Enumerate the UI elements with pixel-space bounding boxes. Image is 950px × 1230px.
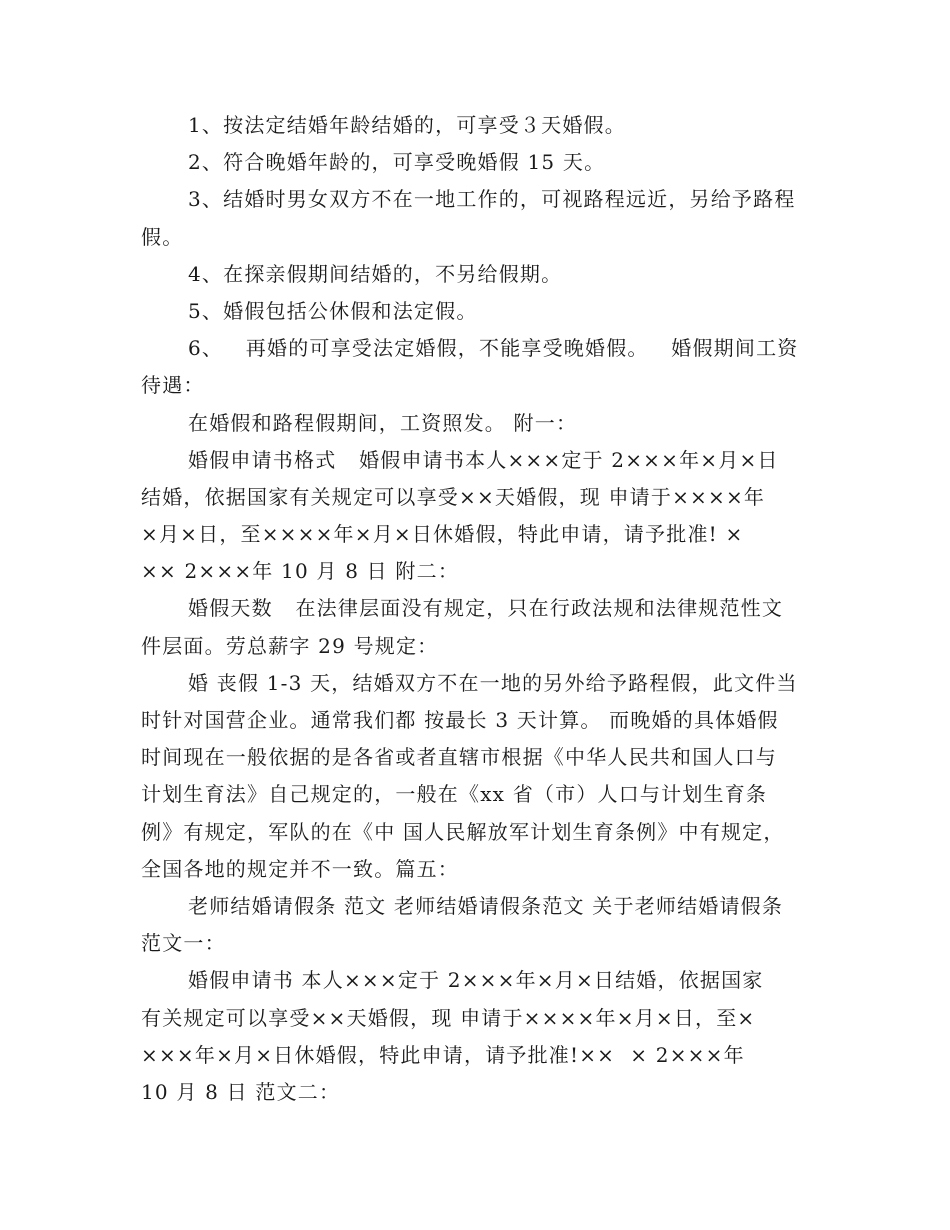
text-line: 结婚，依据国家有关规定可以享受××天婚假，现 申请于××××年 — [141, 484, 766, 509]
text-line: 3、结婚时男女双方不在一地工作的，可视路程远近，另给予路程 — [188, 187, 796, 212]
text-line: 例》有规定，军队的在《中 国人民解放军计划生育条例》中有规定， — [141, 819, 785, 844]
text-line: 有关规定可以享受××天婚假，现 申请于××××年×月×日，至× — [141, 1005, 756, 1030]
text-line: 老师结婚请假条 范文 老师结婚请假条范文 关于老师结婚请假条 — [188, 893, 784, 918]
text-line: 婚假申请书格式 婚假申请书本人×××定于 2×××年×月×日 — [188, 447, 779, 472]
text-line: 2、符合晚婚年龄的，可享受晚婚假 15 天。 — [188, 150, 606, 175]
text-line: ×××年×月×日休婚假，特此申请，请予批准!×× × 2×××年 — [141, 1042, 745, 1067]
text-line: 婚假申请书 本人×××定于 2×××年×月×日结婚，依据国家 — [188, 968, 764, 993]
text-line: 假。 — [141, 224, 184, 249]
document-body — [141, 107, 811, 1111]
text-line: ×× 2×××年 10 月 8 日 附二： — [141, 559, 460, 584]
text-line: 1、按法定结婚年龄结婚的，可享受３天婚假。 — [188, 113, 626, 137]
text-line: ×月×日，至××××年×月×日休婚假，特此申请，请予批准! × — [141, 522, 744, 547]
text-line: 10 月 8 日 范文二： — [141, 1079, 341, 1104]
text-line: 件层面。劳总薪字 29 号规定： — [141, 633, 439, 658]
text-line: 婚 丧假 1-3 天，结婚双方不在一地的另外给予路程假，此文件当 — [188, 670, 798, 695]
text-line: 4、在探亲假期间结婚的，不另给假期。 — [188, 261, 563, 286]
text-line: 时针对国营企业。通常我们都 按最长 3 天计算。 而晚婚的具体婚假 — [141, 708, 779, 732]
text-line: 婚假天数 在法律层面没有规定，只在行政法规和法律规范性文 — [188, 596, 784, 621]
text-line: 计划生育法》自己规定的，一般在《xx 省（市）人口与计划生育条 — [141, 782, 768, 807]
text-line: 范文一： — [141, 931, 226, 956]
text-line: 6、 再婚的可享受法定婚假，不能享受晚婚假。 婚假期间工资 — [188, 336, 799, 361]
text-line: 5、婚假包括公休假和法定假。 — [188, 298, 478, 323]
text-line: 时间现在一般依据的是各省或者直辖市根据《中华人民共和国人口与 — [141, 745, 777, 770]
text-line: 全国各地的规定并不一致。篇五： — [141, 856, 459, 881]
text-line: 待遇： — [141, 373, 205, 398]
text-line: 在婚假和路程假期间，工资照发。 附一： — [188, 410, 578, 435]
